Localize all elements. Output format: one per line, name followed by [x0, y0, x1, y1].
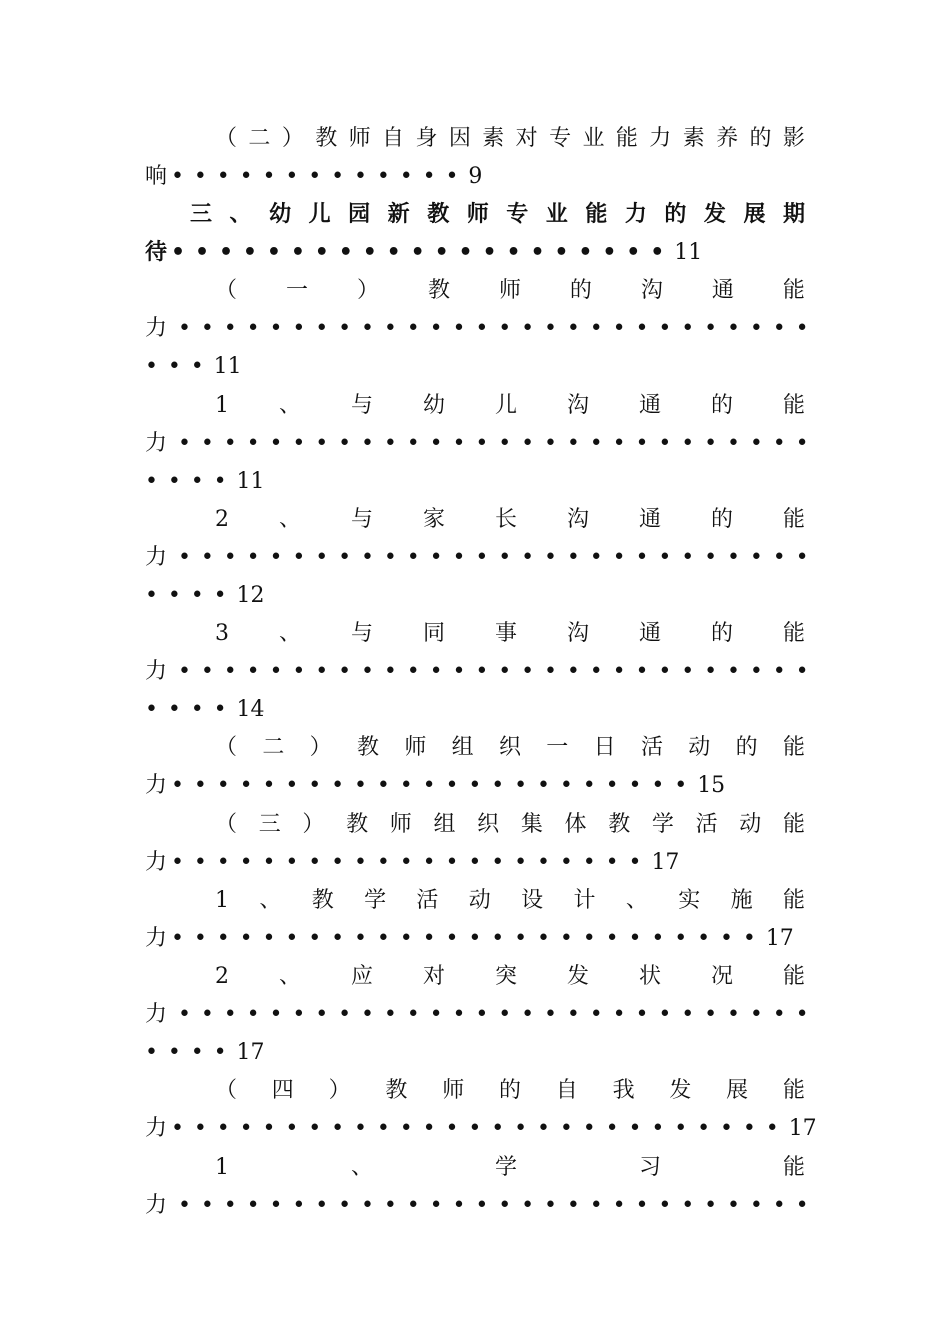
toc-page-number: 11	[674, 240, 703, 265]
toc-entry-leader: 待 •••••••••••••••••••••11	[145, 240, 703, 265]
toc-tail: 力	[145, 773, 168, 798]
toc-entry-leader: 力 •••••••••••••••••••••••15	[145, 773, 726, 798]
toc-page-number: 11	[236, 469, 265, 494]
toc-entry-title: 2 、 应 对 突 发 状 况 能	[215, 964, 805, 989]
toc-page-number: 17	[651, 850, 680, 875]
toc-entry-leader: 力 •••••••••••••••••••••17	[145, 850, 680, 875]
toc-page-number: 9	[468, 164, 483, 189]
toc-tail: 力	[145, 1193, 168, 1218]
toc-entry-title: 1 、 与 幼 儿 沟 通 的 能	[215, 393, 805, 418]
toc-tail: 响	[145, 164, 168, 189]
toc-entry-title: （ 二 ） 教 师 自 身 因 素 对 专 业 能 力 素 养 的 影	[215, 126, 805, 151]
toc-entry-leader-cont: ••••14	[145, 697, 265, 722]
toc-tail: 力	[145, 1002, 168, 1027]
toc-entry-leader: 力 ••••••••••••••••••••••••••••	[145, 431, 819, 456]
toc-entry-leader-cont: ••••11	[145, 469, 265, 494]
toc-tail: 力	[145, 316, 168, 341]
toc-tail: 力	[145, 431, 168, 456]
toc-entry-leader: 力 ••••••••••••••••••••••••••••	[145, 1002, 819, 1027]
toc-entry-title: （ 一 ） 教 师 的 沟 通 能	[215, 278, 805, 303]
toc-tail: 待	[145, 240, 168, 265]
toc-entry-title: 2 、 与 家 长 沟 通 的 能	[215, 507, 805, 532]
toc-entry-leader: 力 ••••••••••••••••••••••••••••	[145, 659, 819, 684]
toc-entry-title: 1 、 学 习 能	[215, 1155, 805, 1180]
toc-entry-leader: 响 •••••••••••••9	[145, 164, 483, 189]
toc-entry-leader: 力 •••••••••••••••••••••••••••17	[145, 1116, 817, 1141]
toc-entry-title: （ 二 ） 教 师 组 织 一 日 活 动 的 能	[215, 735, 805, 760]
toc-entry-leader-cont: •••11	[145, 354, 242, 379]
toc-tail: 力	[145, 926, 168, 951]
toc-page-number: 17	[236, 1040, 265, 1065]
toc-page-number: 11	[213, 354, 242, 379]
toc-page-number: 12	[236, 583, 265, 608]
toc-tail: 力	[145, 659, 168, 684]
toc-entry-title: 三 、 幼 儿 园 新 教 师 专 业 能 力 的 发 展 期	[190, 202, 805, 227]
toc-page-number: 15	[697, 773, 726, 798]
toc-entry-title: （ 四 ） 教 师 的 自 我 发 展 能	[215, 1078, 805, 1103]
toc-page-number: 17	[788, 1116, 817, 1141]
toc-entry-title: （ 三 ） 教 师 组 织 集 体 教 学 活 动 能	[215, 812, 805, 837]
toc-entry-leader-cont: ••••17	[145, 1040, 265, 1065]
toc-entry-leader: 力 ••••••••••••••••••••••••••••	[145, 545, 819, 570]
toc-entry-title: 1 、 教 学 活 动 设 计 、 实 施 能	[215, 888, 805, 913]
toc-entry-title: 3 、 与 同 事 沟 通 的 能	[215, 621, 805, 646]
toc-entry-leader: 力 ••••••••••••••••••••••••••17	[145, 926, 794, 951]
toc-page-number: 17	[765, 926, 794, 951]
toc-tail: 力	[145, 850, 168, 875]
toc-entry-leader: 力 ••••••••••••••••••••••••••••	[145, 316, 819, 341]
toc-entry-leader: 力 ••••••••••••••••••••••••••••	[145, 1193, 819, 1218]
toc-tail: 力	[145, 545, 168, 570]
toc-tail: 力	[145, 1116, 168, 1141]
toc-entry-leader-cont: ••••12	[145, 583, 265, 608]
toc-page-number: 14	[236, 697, 265, 722]
